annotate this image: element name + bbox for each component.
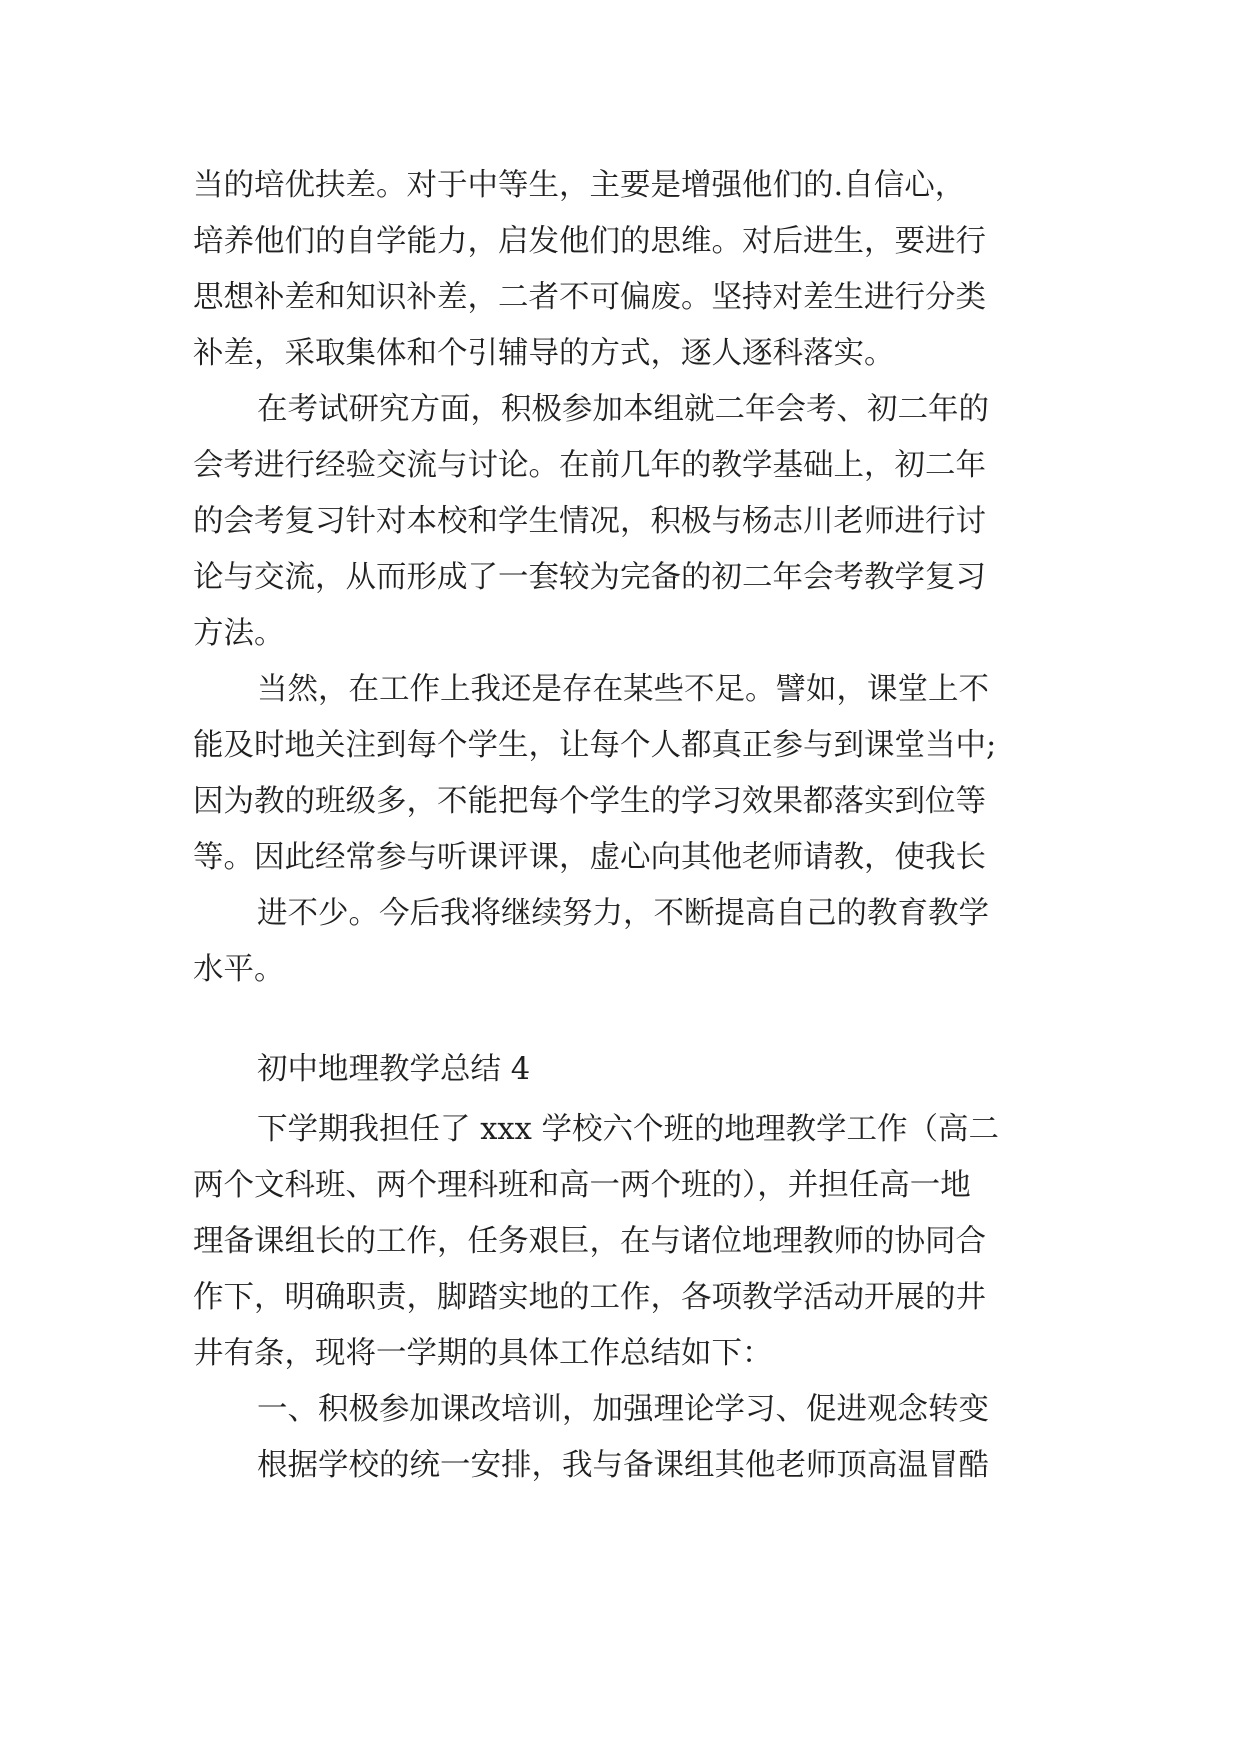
paragraph-start-line: 下学期我担任了 xxx 学校六个班的地理教学工作（高二	[257, 1112, 999, 1147]
section-heading-line: 一、积极参加课改培训，加强理论学习、促进观念转变	[257, 1392, 989, 1427]
body-text-line: 方法。	[193, 616, 285, 651]
body-text-line: 思想补差和知识补差，二者不可偏废。坚持对差生进行分类	[193, 280, 986, 315]
body-text-line: 会考进行经验交流与讨论。在前几年的教学基础上，初二年	[193, 448, 986, 483]
paragraph-start-line: 进不少。今后我将继续努力，不断提高自己的教育教学	[257, 896, 989, 931]
paragraph-start-line: 根据学校的统一安排，我与备课组其他老师顶高温冒酷	[257, 1448, 989, 1483]
body-text-line: 作下，明确职责，脚踏实地的工作，各项教学活动开展的井	[193, 1280, 986, 1315]
body-text-line: 能及时地关注到每个学生，让每个人都真正参与到课堂当中;	[193, 728, 997, 763]
section-title: 初中地理教学总结 4	[257, 1052, 531, 1087]
body-text-line: 论与交流，从而形成了一套较为完备的初二年会考教学复习	[193, 560, 986, 595]
paragraph-start-line: 当然，在工作上我还是存在某些不足。譬如，课堂上不	[257, 672, 989, 707]
body-text-line: 两个文科班、两个理科班和高一两个班的），并担任高一地	[193, 1168, 971, 1203]
body-text-line: 理备课组长的工作，任务艰巨，在与诸位地理教师的协同合	[193, 1224, 986, 1259]
body-text-line: 的会考复习针对本校和学生情况，积极与杨志川老师进行讨	[193, 504, 986, 539]
paragraph-start-line: 在考试研究方面，积极参加本组就二年会考、初二年的	[257, 392, 989, 427]
body-text-line: 培养他们的自学能力，启发他们的思维。对后进生，要进行	[193, 224, 986, 259]
body-text-line: 井有条，现将一学期的具体工作总结如下：	[193, 1336, 773, 1371]
body-text-line: 水平。	[193, 952, 285, 987]
body-text-line: 补差，采取集体和个引辅导的方式，逐人逐科落实。	[193, 336, 895, 371]
body-text-line: 等。因此经常参与听课评课，虚心向其他老师请教，使我长	[193, 840, 986, 875]
body-text-line: 因为教的班级多，不能把每个学生的学习效果都落实到位等	[193, 784, 986, 819]
body-text-line: 当的培优扶差。对于中等生，主要是增强他们的.自信心，	[193, 168, 966, 203]
